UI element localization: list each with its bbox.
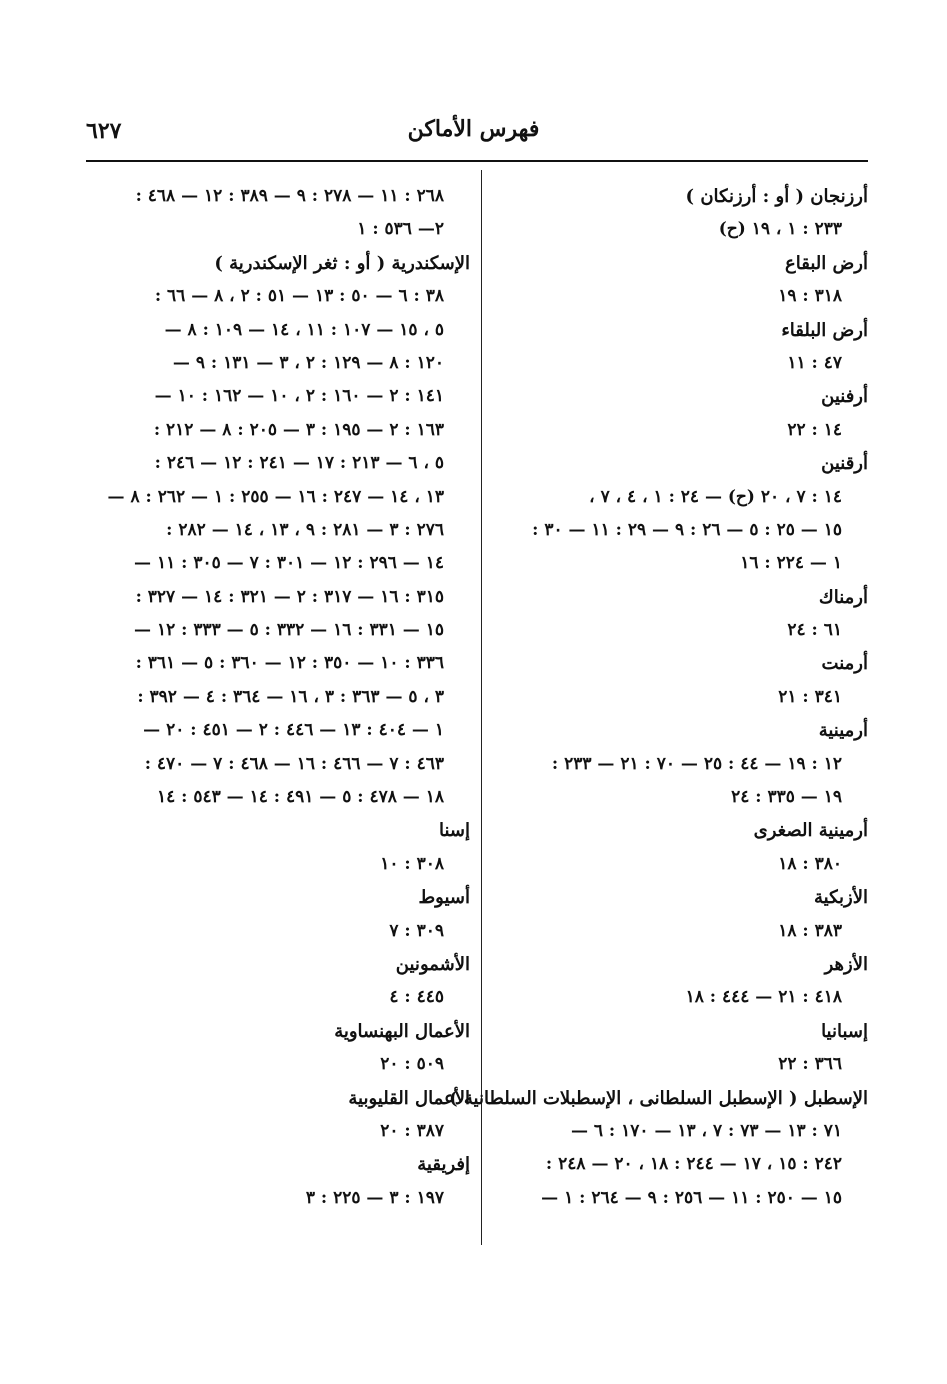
header-rule [86, 160, 868, 162]
index-entry-heading: أرض البقاع [785, 252, 868, 274]
index-entry-heading: أرض البلقاء [781, 319, 868, 341]
index-entry-heading: أرزنجان ( أو : أرزنكان ) [685, 186, 868, 207]
index-entry-references: ٣١٨ : ١٩ [778, 286, 842, 307]
index-entry-references: ١٤ — ٢٩٦ : ١٢ — ٣٠١ : ٧ — ٣٠٥ : ١١ — [134, 553, 444, 574]
index-entry-references: ٢٤٢ : ١٥ ، ١٧ — ٢٤٤ : ١٨ ، ٢٠ — ٢٤٨ : [545, 1154, 842, 1175]
index-entry-references: ٥ ، ٦ — ٢١٣ : ١٧ — ٢٤١ : ١٢ — ٢٤٦ : [154, 453, 444, 474]
page-title: فهرس الأماكن [407, 116, 540, 142]
index-entry-references: ٤١٨ : ٢١ — ٤٤٤ : ١٨ [685, 987, 842, 1008]
index-entry-references: ١٢٠ : ٨ — ١٢٩ : ٢ ، ٣ — ١٣١ : ٩ — [172, 352, 444, 373]
index-entry-references: ١٣ ، ١٤ — ٢٤٧ : ١٦ — ٢٥٥ : ١ — ٢٦٢ : ٨ — [107, 486, 444, 507]
index-entry-references: ٣٠٩ : ٧ [389, 920, 444, 941]
index-entry-references: ٤٧ : ١١ [787, 352, 842, 373]
index-entry-references: ٦١ : ٢٤ [787, 620, 842, 641]
index-entry-heading: الأعمال البهنساوية [334, 1020, 470, 1042]
index-entry-references: ٣٨٣ : ١٨ [778, 920, 842, 941]
index-entry-references: ١٥ — ٢٥٠ : ١١ — ٢٥٦ : ٩ — ٢٦٤ : ١ — [541, 1187, 842, 1208]
index-entry-heading: الأشمونين [395, 953, 470, 975]
index-entry-references: ٤٦٣ : ٧ — ٤٦٦ : ١٦ — ٤٦٨ : ٧ — ٤٧٠ : [144, 753, 444, 774]
index-entry-references: ١٤ : ٢٢ [787, 419, 842, 440]
index-entry-references: ١٦٣ : ٢ — ١٩٥ : ٣ — ٢٠٥ : ٨ — ٢١٢ : [153, 419, 444, 440]
index-entry-heading: الأزهر [824, 953, 868, 975]
index-entry-references: ٢— ٥٣٦ : ١ [357, 219, 444, 240]
index-entry-references: ٢٣٣ : ١ ، ١٩ (ح) [718, 219, 842, 240]
index-entry-references: ٣١٥ : ١٦ — ٣١٧ : ٢ — ٣٢١ : ١٤ — ٣٢٧ : [135, 586, 444, 607]
index-entry-heading: إسبانيا [821, 1020, 868, 1042]
index-entry-references: ٣٦٦ : ٢٢ [778, 1054, 842, 1075]
index-entry-references: ٢٦٨ : ١١ — ٢٧٨ : ٩ — ٣٨٩ : ١٢ — ٤٦٨ : [135, 186, 444, 206]
index-entry-references: ١٩ — ٣٣٥ : ٢٤ [731, 787, 842, 808]
index-entry-references: ١ — ٤٠٤ : ١٣ — ٤٤٦ : ٢ — ٤٥١ : ٢٠ — [143, 720, 444, 741]
index-entry-heading: أرقنين [821, 453, 868, 475]
index-entry-references: ٥٠٩ : ٢٠ [380, 1054, 444, 1075]
index-entry-heading: الإسطبل ( الإسطبل السلطانى ، الإسطبلات السلطانية ) [449, 1087, 868, 1109]
index-entry-references: ١٩٧ : ٣ — ٢٢٥ : ٣ [305, 1187, 444, 1208]
index-entry-heading: الإسكندرية ( أو : ثغر الإسكندرية ) [214, 252, 470, 274]
index-entry-references: ٤٤٥ : ٤ [389, 987, 444, 1008]
index-entry-heading: أرمينية [818, 720, 868, 742]
index-entry-heading: إسنا [439, 820, 470, 842]
left-column [100, 180, 470, 1215]
index-entry-heading: أرمنت [821, 653, 868, 675]
index-entry-heading: أرمناك [818, 586, 868, 608]
page-number: ٦٢٧ [86, 118, 122, 144]
index-entry-references: ٣٨٠ : ١٨ [778, 853, 842, 874]
index-entry-references: ٣٨ : ٦ — ٥٠ : ١٣ — ٥١ : ٢ ، ٨ — ٦٦ : [154, 286, 444, 307]
index-entry-references: ٣٠٨ : ١٠ [380, 853, 444, 874]
index-entry-references: ١٢ : ١٩ — ٤٤ : ٢٥ — ٧٠ : ٢١ — ٢٣٣ : [551, 753, 842, 774]
index-entry-heading: الأزبكية [814, 887, 868, 909]
index-entry-references: ١٥ — ٢٥ : ٥ — ٢٦ : ٩ — ٢٩ : ١١ — ٣٠ : [532, 519, 842, 540]
index-entry-references: ١٥ — ٣٣١ : ١٦ — ٣٣٢ : ٥ — ٣٣٣ : ١٢ — [134, 620, 444, 641]
index-entry-references: ٧١ : ١٣ — ٧٣ : ٧ ، ١٣ — ١٧٠ : ٦ — [570, 1120, 842, 1141]
index-entry-references: ١٨ — ٤٧٨ : ٥ — ٤٩١ : ١٤ — ٥٤٣ : ١٤ [156, 787, 444, 808]
index-entry-heading: أسيوط [418, 887, 470, 909]
index-entry-references: ٣٨٧ : ٢٠ [380, 1120, 444, 1141]
index-entry-references: ٢٧٦ : ٣ — ٢٨١ : ٩ ، ١٣ ، ١٤ — ٢٨٢ : [166, 519, 444, 540]
index-entry-references: ١٤١ : ٢ — ١٦٠ : ٢ ، ١٠ — ١٦٢ : ١٠ — [154, 386, 444, 407]
index-entry-heading: إفريقية [417, 1154, 470, 1176]
index-entry-references: ٥ ، ١٥ — ١٠٧ : ١١ ، ١٤ — ١٠٩ : ٨ — [164, 319, 444, 340]
index-entry-references: ٣ ، ٥ — ٣٦٣ : ٣ ، ١٦ — ٣٦٤ : ٤ — ٣٩٢ : [137, 686, 444, 707]
index-entry-references: ٣٤١ : ٢١ [778, 686, 842, 707]
index-entry-heading: أرمينية الصغرى [753, 820, 868, 842]
index-entry-references: ١ — ٢٢٤ : ١٦ [740, 553, 842, 574]
index-entry-references: ٣٣٦ : ١٠ — ٣٥٠ : ١٢ — ٣٦٠ : ٥ — ٣٦١ : [135, 653, 444, 674]
index-entry-references: ١٤ : ٧ ، ٢٠ (ح) — ٢٤ : ١ ، ٤ ، ٧ ، [589, 486, 842, 507]
index-entry-heading: الأعمال القليوبية [348, 1087, 470, 1109]
index-entry-heading: أرفنين [821, 386, 868, 408]
